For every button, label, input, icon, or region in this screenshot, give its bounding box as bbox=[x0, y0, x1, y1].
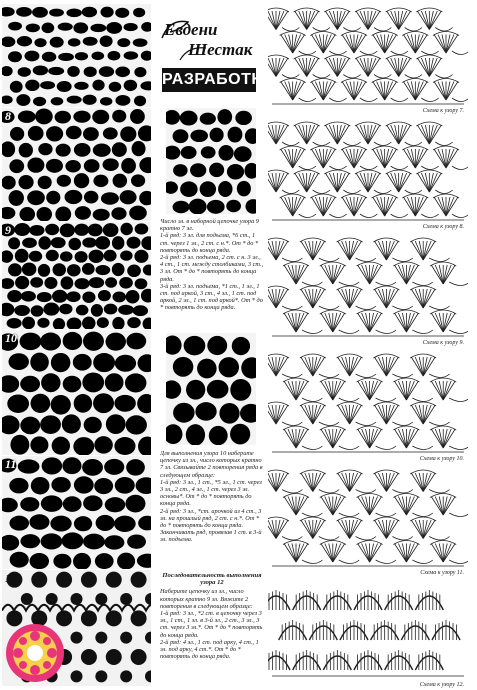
photo-number: 8 bbox=[5, 109, 11, 123]
instruction-line: 2-й ряд: 3 эл., *ст. арочкой из 4 ст., 3 эл. на прошлый ряд, 2 ст. с н.*. От * до * повторять до конца ряда. Заканчивать ряд, провязав 1 ст. в 3-й эл. подъема. bbox=[160, 507, 262, 544]
section-title: РАЗРАБОТКИ bbox=[162, 68, 256, 92]
lace-texture bbox=[2, 456, 151, 569]
crochet-chart bbox=[268, 350, 468, 456]
instructions-title: Последовательность выполнения узора 12 bbox=[162, 572, 262, 587]
lace-texture bbox=[2, 108, 151, 221]
sample-photo-7 bbox=[2, 4, 151, 108]
photo-number: 11 bbox=[5, 457, 17, 471]
instruction-line: 2-й ряд: 3 эл. подъема, 2 ст. с н. 3 эл., 4 ст., 1 ст. между столбиками, 3 ст., 3 эл. От * до * повторять до конца ряда. bbox=[160, 254, 264, 283]
instruction-line: Для выполнения узора 10 наберите цепочку из эл., число которых кратно 7 эл. Связывайте 2 повторения ряда в следующем образце: bbox=[160, 450, 263, 479]
diagram-caption: Схема к узору 10. bbox=[419, 456, 464, 462]
crochet-diagram-12 bbox=[268, 580, 468, 688]
photo-number: 10 bbox=[5, 331, 17, 345]
instruction-line: Число эл. в наборной цепочке узора 9 кратно 7 эл. bbox=[160, 218, 259, 233]
instruction-line: Наберите цепочку из эл., число которых кратно 9 эл. Вяжите 2 повторения в следующем образце: bbox=[160, 588, 253, 610]
instructions-pattern-12 bbox=[160, 572, 264, 686]
instruction-line: 1-й ряд: 3 эл., 1 ст., *5 эл., 1 ст. через 3 эл., 2 ст., 4 эл., 1 ст. через 3 эл. основы*. От * до * повторять до конца ряда. bbox=[160, 478, 262, 508]
sample-photo-10 bbox=[2, 330, 151, 456]
crochet-chart bbox=[268, 466, 468, 570]
crochet-chart bbox=[268, 234, 468, 340]
diagram-caption: Схема к узору 8. bbox=[422, 224, 464, 230]
crochet-diagram-8 bbox=[268, 118, 468, 230]
diagram-caption: Схема к узору 12. bbox=[419, 682, 464, 688]
crochet-diagram-9 bbox=[268, 234, 468, 346]
photo-number: 12 bbox=[5, 571, 17, 585]
crochet-chart bbox=[268, 4, 468, 108]
crochet-diagram-10 bbox=[268, 350, 468, 462]
author-first-name: Евдени bbox=[164, 20, 218, 39]
crochet-diagram-11 bbox=[268, 466, 468, 576]
crochet-chart bbox=[268, 580, 468, 680]
lace-texture bbox=[2, 330, 151, 455]
brand-header bbox=[160, 16, 274, 102]
diagram-caption: Схема к узору 9. bbox=[422, 340, 464, 346]
magazine-logo-icon bbox=[4, 622, 66, 684]
diagram-caption: Схема к узору 7. bbox=[422, 108, 464, 114]
photo-number: 9 bbox=[5, 223, 11, 237]
diagram-caption: Схема к узору 11. bbox=[420, 570, 464, 576]
sample-photo-11 bbox=[2, 456, 151, 570]
instructions-pattern-10 bbox=[160, 450, 264, 568]
sample-photo-8 bbox=[2, 108, 151, 222]
instruction-line: 1-й ряд: 3 эл. для подъема, *6 ст., 1 ст. через 1 эл., 2 ст. с н.*. От * до * повторять до конца ряда. bbox=[160, 232, 259, 254]
crochet-chart bbox=[268, 118, 468, 224]
instruction-line: 2-й ряд: 4 эл., 1 ст. под арку, 4 ст., 1 эл. под арку, 4 ст.*. От * до * повторять до конца ряда. bbox=[160, 638, 259, 661]
lace-texture bbox=[166, 108, 256, 214]
author-last-name: Шестак bbox=[188, 40, 253, 59]
sample-swatch-9 bbox=[166, 108, 256, 214]
instruction-line: 3-й ряд: 3 эл. подъема, *1 ст., 1 эл., 1 ст. под аркой, 3 ст., 4 эл., 1 ст. под аркой, 2 эл., 1 ст. под аркой*. От * до * повторять до конца ряда. bbox=[160, 282, 263, 312]
sample-photo-9 bbox=[2, 222, 151, 330]
lace-texture bbox=[2, 4, 151, 107]
crochet-diagram-7 bbox=[268, 4, 468, 114]
instruction-line: 1-й ряд: 3 эл., *2 ст. в цепочку через 3 эл., 1 ст., 1 эл. в 3-й эл., 2 ст., 3 эл., 3 ст. через 3 эл.*. От * до * повторять до конца ряда. bbox=[160, 610, 263, 639]
instructions-pattern-9 bbox=[160, 218, 264, 330]
lace-texture bbox=[2, 222, 151, 329]
lace-texture bbox=[166, 333, 256, 445]
sample-swatch-10 bbox=[166, 333, 256, 445]
